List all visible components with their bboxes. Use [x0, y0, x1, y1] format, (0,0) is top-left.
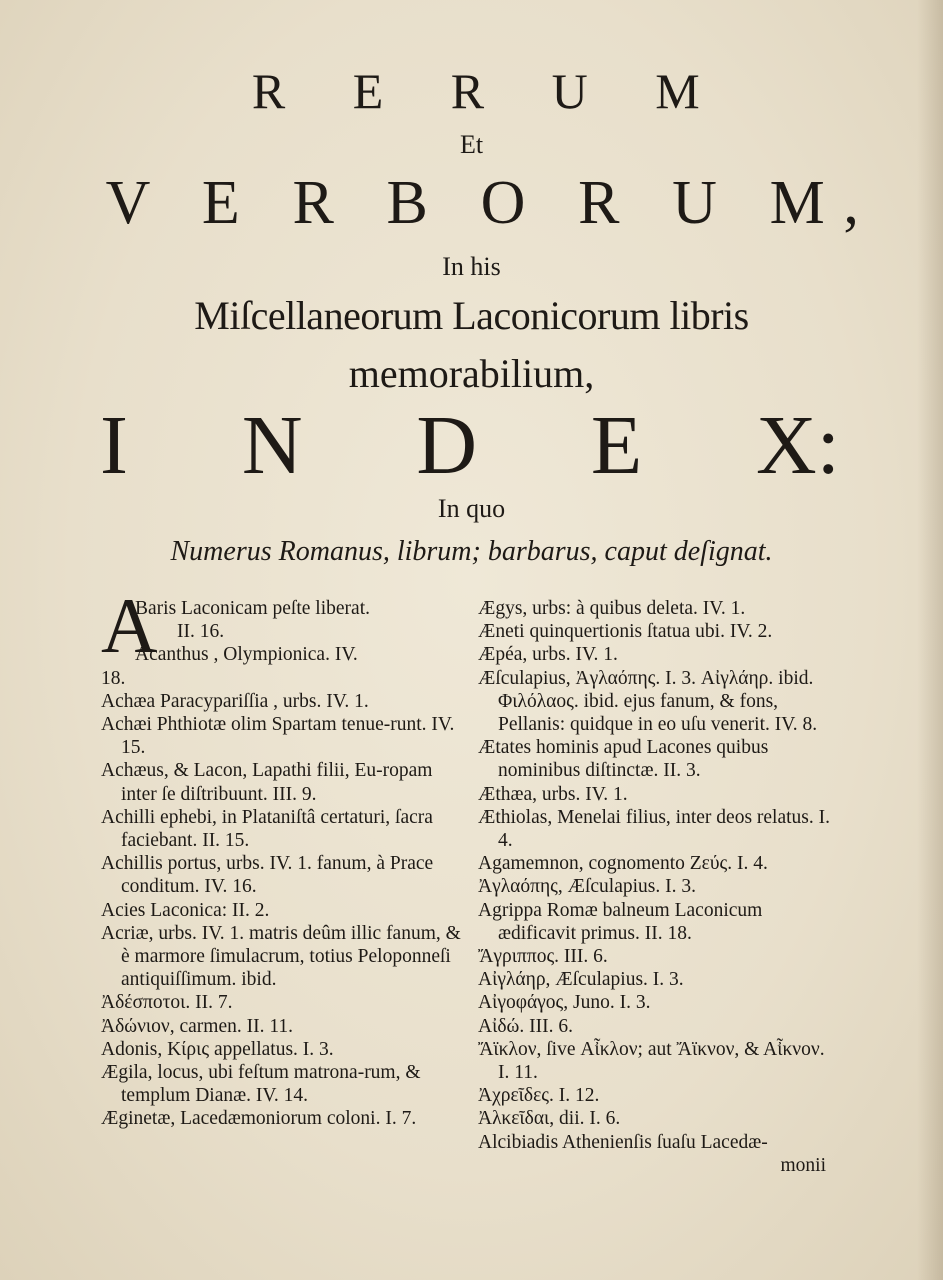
index-entry: Ἄγριππος. III. 6. [478, 946, 608, 968]
index-entry: Achilli ephebi, in Plataniſtâ certaturi, ſacra faciebant. II. 15. [101, 806, 433, 852]
title-in-quo: In quo [437, 494, 506, 523]
title-in-his: In his [442, 252, 501, 281]
catchword: monii [780, 1154, 826, 1176]
index-letter: N [241, 399, 303, 492]
index-entry: Ἀδώνιον, carmen. II. 11. [101, 1015, 294, 1037]
index-entry: Αἰγοφάγος, Juno. I. 3. [478, 992, 651, 1014]
index-entry: Æginetæ, Lacedæmoniorum coloni. I. 7. [101, 1108, 417, 1130]
index-entry: Achillis portus, urbs. IV. 1. fanum, à Prace conditum. IV. 16. [101, 853, 434, 898]
entry-line: II. 16. [177, 621, 225, 643]
index-entry: Ἄϊκλον, ſive Αἶκλον; aut Ἄϊκνον, & Αἶκνον. I. 11. [478, 1038, 825, 1084]
index-entry: Agamemnon, cognomento Ζεύς. I. 4. [478, 853, 768, 875]
title-miscellaneorum: Miſcellaneorum Laconicorum libris [194, 293, 749, 338]
title-et: Et [459, 130, 484, 159]
index-entry: Acies Laconica: II. 2. [101, 899, 270, 921]
entry-line: Baris Laconicam peſte liberat. [135, 598, 370, 619]
index-letter: E [590, 399, 643, 492]
index-entry: Æneti quinquertionis ſtatua ubi. IV. 2. [478, 621, 773, 643]
index-entry: Ægys, urbs: à quibus deleta. IV. 1. [478, 598, 746, 619]
index-entry: Ἀχρεῖδες. I. 12. [478, 1085, 600, 1107]
index-entry: Æthiolas, Menelai filius, inter deos relatus. I. 4. [478, 806, 831, 852]
entry-line: Acanthus , Olympionica. IV. [135, 644, 358, 666]
index-entry: Achæa Paracypariſſia , urbs. IV. 1. [101, 690, 369, 712]
title-numerus-note: Numerus Romanus, librum; barbarus, caput deſignat. [170, 536, 773, 567]
index-entry: Alcibiadis Athenienſis ſuaſu Lacedæ- [478, 1131, 768, 1153]
entry-line: 18. [101, 667, 126, 689]
index-entry: Ægila, locus, ubi feſtum matrona-rum, & templum Dianæ. IV. 14. [101, 1062, 421, 1107]
title-memorabilium: memorabilium, [348, 351, 595, 396]
index-letter: D [416, 399, 477, 492]
index-entry: Achæi Phthiotæ olim Spartam tenue-runt. IV. 15. [101, 714, 455, 759]
index-entry: Ἀλκεῖδαι, dii. I. 6. [478, 1108, 621, 1130]
index-entry: Αἰδώ. III. 6. [478, 1015, 573, 1037]
title-verborum: V E R B O R U M, [105, 169, 878, 237]
index-entry-first [101, 582, 463, 690]
index-entry: Αἰγλάηρ, Æſculapius. I. 3. [478, 969, 684, 991]
index-column-right [478, 597, 834, 1177]
index-column-left [101, 582, 463, 1131]
index-entry: Acriæ, urbs. IV. 1. matris deûm illic fanum, & è marmore ſimulacrum, totius Peloponneſi antiquiſſimum. ibid. [101, 922, 461, 991]
index-entry: Æthæa, urbs. IV. 1. [478, 783, 628, 805]
index-entry: Æſculapius, Ἀγλαόπης. I. 3. Αἰγλάηρ. ibid. Φιλόλαος. ibid. ejus fanum, & fons, Pellanis: quidque in eo uſu venerit. IV. 8. [478, 667, 818, 736]
index-entry: Adonis, Κίρις appellatus. I. 3. [101, 1038, 334, 1060]
title-index [100, 398, 840, 494]
index-entry: Ἀγλαόπης, Æſculapius. I. 3. [478, 876, 696, 898]
index-entry: Ἀδέσποτοι. II. 7. [101, 992, 233, 1014]
index-letter: X: [755, 399, 840, 492]
title-rerum: R E R U M [251, 63, 728, 119]
index-entry: Achæus, & Lacon, Lapathi filii, Eu-ropam inter ſe diſtribuunt. III. 9. [101, 760, 433, 805]
index-entry: Agrippa Romæ balneum Laconicum ædificavit primus. II. 18. [478, 899, 763, 944]
drop-cap: A [101, 582, 158, 669]
index-letter: I [100, 399, 128, 492]
index-entry: Æpéa, urbs. IV. 1. [478, 644, 618, 666]
index-entry: Ætates hominis apud Lacones quibus nominibus diſtinctæ. II. 3. [478, 737, 769, 782]
